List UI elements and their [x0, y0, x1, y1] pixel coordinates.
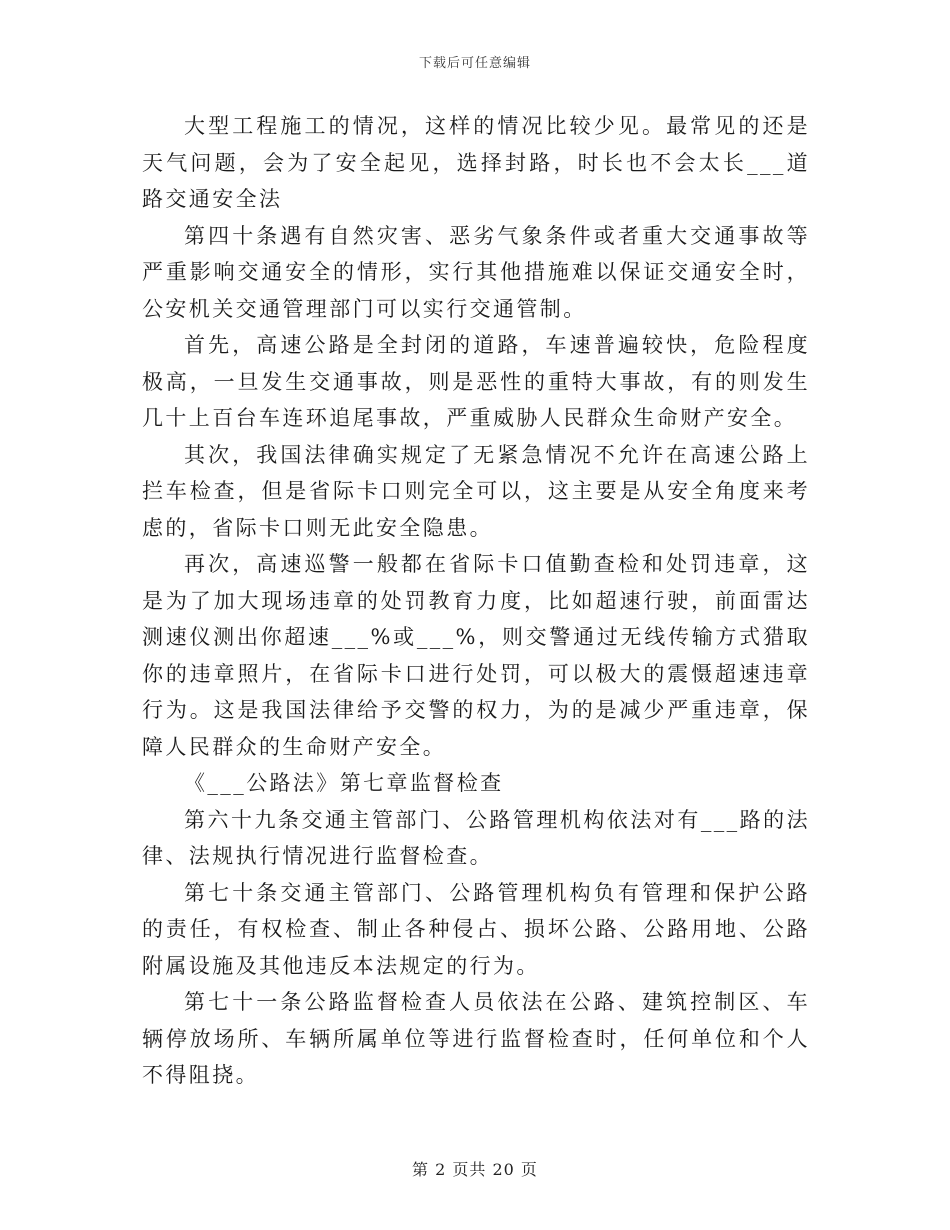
paragraph-8: 第七十一条公路监督检查人员依法在公路、建筑控制区、车辆停放场所、车辆所属单位等进行监督检查时，任何单位和个人不得阻挠。	[142, 990, 810, 1087]
section-heading: 《___公路法》第七章监督检查	[184, 771, 504, 795]
paragraph-4: 其次，我国法律确实规定了无紧急情况不允许在高速公路上拦车检查，但是省际卡口则完全可以，这主要是从安全角度来考虑的，省际卡口则无此安全隐患。	[142, 442, 810, 540]
paragraph-3: 首先，高速公路是全封闭的道路，车速普遍较快，危险程度极高，一旦发生交通事故，则是恶性的重特大事故，有的则发生几十上百台车连环追尾事故，严重威胁人民群众生命财产安全。	[142, 333, 810, 430]
page-number: 第 2 页共 20 页	[412, 1160, 538, 1179]
paragraph-2: 第四十条遇有自然灾害、恶劣气象条件或者重大交通事故等严重影响交通安全的情形，实行其他措施难以保证交通安全时，公安机关交通管理部门可以实行交通管制。	[142, 223, 810, 321]
paragraph-1: 大型工程施工的情况，这样的情况比较少见。最常见的还是天气问题，会为了安全起见，选择封路，时长也不会太长___道路交通安全法	[142, 114, 810, 211]
paragraph-7: 第七十条交通主管部门、公路管理机构负有管理和保护公路的责任，有权检查、制止各种侵占、损坏公路、公路用地、公路附属设施及其他违反本法规定的行为。	[142, 880, 810, 978]
page-header: 下载后可任意编辑	[418, 56, 531, 71]
paragraph-5: 再次，高速巡警一般都在省际卡口值勤查检和处罚违章，这是为了加大现场违章的处罚教育力度，比如超速行驶，前面雷达测速仪测出你超速___%或___%，则交警通过无线传输方式猎取你的违章照片，在省际卡口进行处罚，可以极大的震慑超速违章行为。这是我国法律给予交警的权力，为的是减少严重违章，保障人民群众的生命财产安全。	[142, 552, 810, 759]
document-body	[142, 108, 810, 1094]
paragraph-6: 第六十九条交通主管部门、公路管理机构依法对有___路的法律、法规执行情况进行监督检查。	[142, 807, 810, 868]
